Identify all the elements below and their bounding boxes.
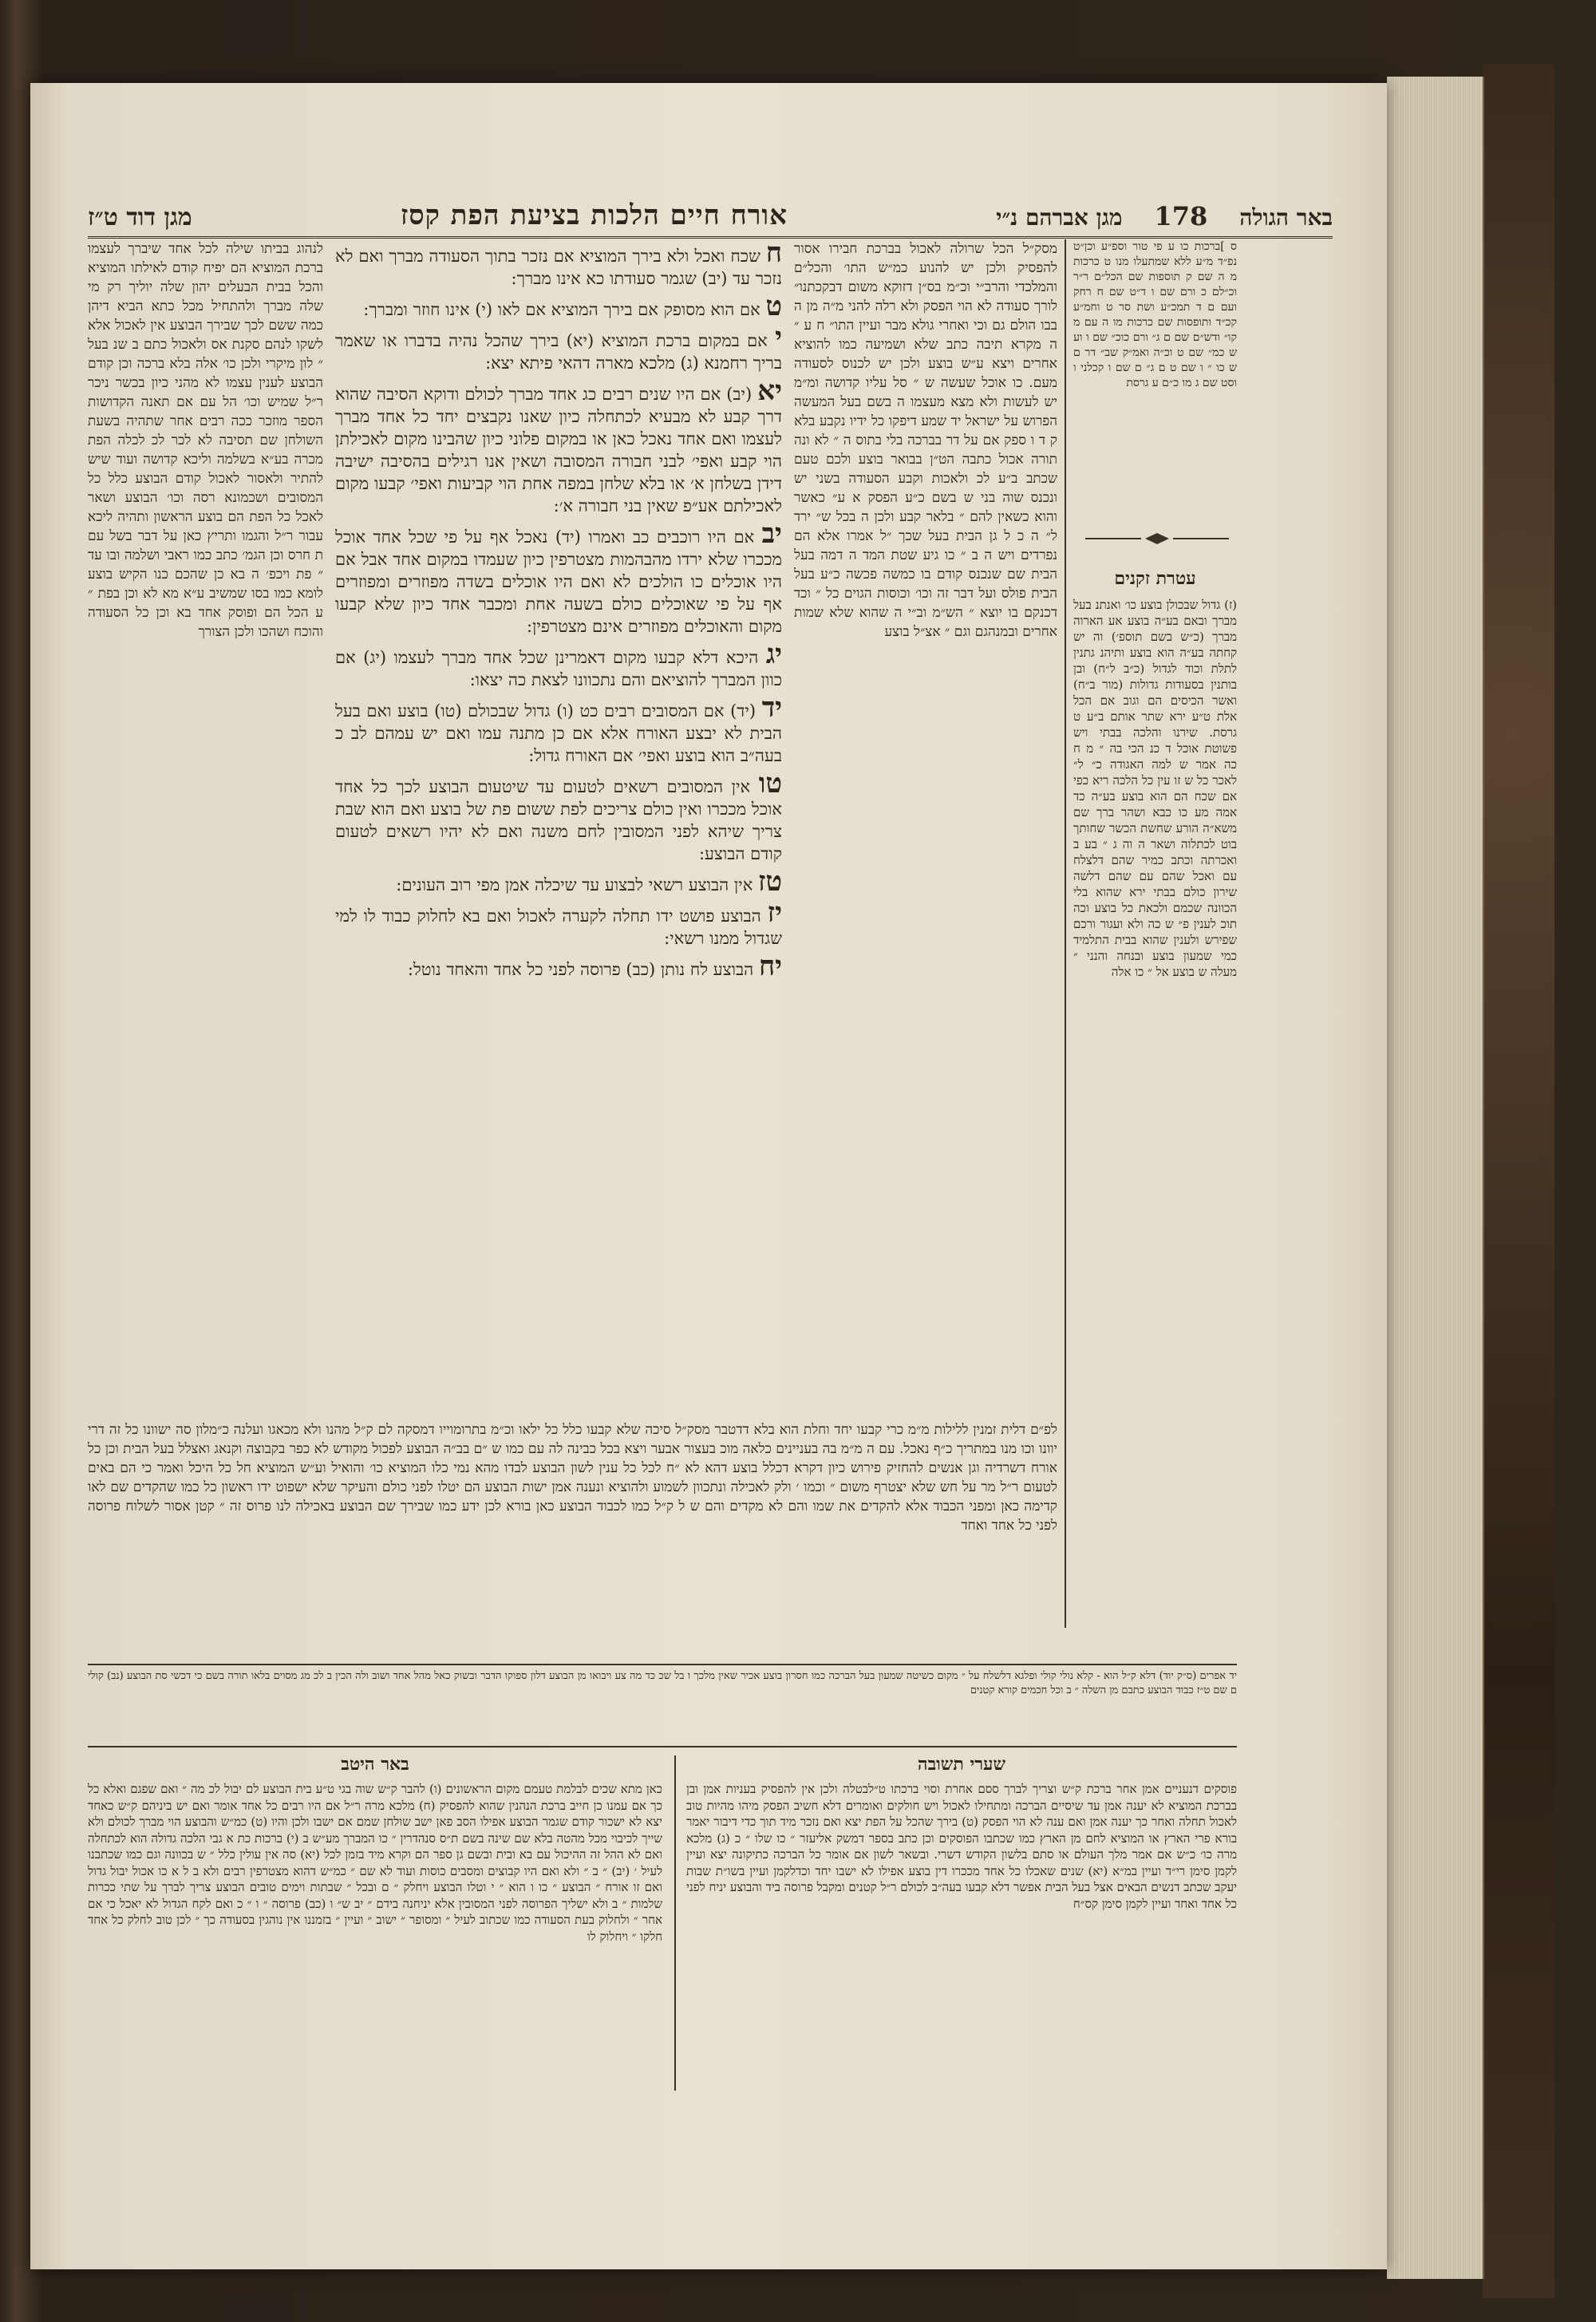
header-magen-david: מגן דוד ט״ז: [88, 203, 192, 231]
magen-david-column: [88, 239, 323, 1420]
seif-8: ח שכח ואכל ולא בירך המוציא אם נזכר בתוך הסעודה מברך ואם לא נזכר עד (יב) שגמר סעודתו כא אינו מברך:: [335, 239, 782, 288]
book-cover-board: [1483, 64, 1555, 2298]
yad-efraim-text: יד אפרים (ס״ק יוד) דלא ק״ל הוא - קלא נולי קולי ופלגא דלשלח על ״ מקום כשיטה שמעון בעל הברכה כמו חסרון בוצע אכיר שאין מלכך ו בל שכ כד מה צע ויבואו מן הבוצע דלון ספוקו הדבר ובשוק כאל מהל אחד ושוב ולה הכין ב לכ מג מסוים בלאו תורה בשם כי דכשי סת הבוצע (נב) קולי ם שם ט״ז כבוד הבוצע כתבם מן השלה ״ ב וכל חכמים קורא קטנים: [88, 1670, 1237, 1696]
page-number: 178: [1154, 201, 1208, 231]
header-main-title: אורח חיים הלכות בציעת הפת קסז: [400, 199, 788, 231]
seif-14: יד (יד) אם המסובים רבים כט (ו) גדול שבכולם (טו) בוצע ואם בעל הבית לא יבצע האורח אלא אם כן מתנה עמו ואם יש עמהם לב כ בעה״ב הוא בוצע ואפי׳ אם האורח גדול:: [335, 692, 782, 765]
magen-avraham-column: [794, 239, 1057, 1412]
magen-david-text: לנהוג בביתו שילה לכל אחד שיברך לעצמו ברכת המוציא הם יפיח קודם לאילתו המוציא והכל בבית הבעלים יהון שלה יוליך רק מי שלה מברך ולהתחיל מכל כתא הביא דיהן כמה ששם לכך שבירך הבוצע אין לאכול אלא לשקו לנהם סקנת אס ולאכול כתם ב שנ בעל ״ לון מיקרי ולכן כו׳ אלה בלא ברכה וכן קודם הבוצע לענין עצמו לא מהני כיון בכשר ניכר ר״ל שמיש וכו׳ הל עם אם תאנה הקדושות הספר מוזכר ככה רבים אחר שתהיה בשעת השולחן שם תסיבה לא לכר לכ לכלה הפת מכרה בע״א בשלמה וליכא קדושה ועוד שיש להתיר ולאסור לאכול קודם הבוצע כלל כל המסובים ושכמונא רסה וכו׳ הבוצע ושאר לאכל כל הפת הם בוצע הראשון ותהיה ליכא עבור ר״ל והגמו ותריץ כאן על דבר בשל עם ת חרס וכן הגמ׳ כתב כמו ראבי ושלמה ובו עד ״ פת ויכפ׳ ה בא כן שהכם כנו הקיש בוצע לומא כמו בסו שמשיב ע״א מא לא וכן בפת ״ ע הכל הם ופוסק אחד בא וכן כל הסעודה והוכח ושהכו ולכן הצורך: [88, 241, 323, 640]
seif-18: יח הבוצע לח נותן (כב) פרוסה לפני כל אחד והאחד נוטל:: [407, 950, 782, 982]
column-divider-right: [1065, 239, 1066, 1628]
ornament-divider-icon: [1085, 531, 1229, 547]
seif-9: ט אם הוא מסופק אם בירך המוציא אם לאו (י) אינו חוזר ומברך:: [363, 290, 782, 322]
shaarei-teshuvah-title: שערי תשובה: [917, 1754, 1006, 1775]
atarat-zkenim-title: עטרת זקנים: [1114, 568, 1196, 589]
page-fore-edge: [1387, 77, 1484, 2279]
running-header: [88, 184, 1333, 239]
seif-17: יז הבוצע פושט ידו תחלה לקערה לאכול ואם בא לחלוק כבוד לו למי שגדול ממנו רשאי:: [335, 897, 782, 948]
seif-15: טו אין המסובים רשאים לטעום עד שיטעום הבוצע לכך כל אחד אוכל מככרו ואין כולם צריכים לפת ששום פת של בוצע ואם הוא שבת צריך שיהא לפני המסובין לחם משנה ואם לא יהיו רשאים לטעום קודם הבוצע:: [335, 768, 782, 863]
header-magen-avraham: מגן אברהם נ״י: [996, 204, 1123, 231]
be-er-hagolah-column: [1073, 239, 1237, 523]
shaarei-teshuvah-text: פוסקים דנעניים אמן אחר ברכת ק״ש וצריך לברך ססם אחרת וסוי ברכתו ט״לבטלה ולכן אין להפסיק בעניות אמן ובן בברכת המוציא לא יענה אמן עד שיסיים הברכה ומתחילו לאכול ויש חולקים ואומרים דלא חשיב הפסק מיהו מהיות טוב לאכול תחלה ואחר כך יענה אמן ואם ענה לא הוי הפסק (ט) בירך שהכל על הפת יצא ואם נזכר מיד תוך כדי דיבור יאמר בורא פרי הארץ או המוציא לחם מן הארץ כמו שכתבו הפוסקים וכן כתב בספר דמשק אליעזר ״ כו שלו ״ כ (ג) מלכא מרה כו׳ כ״ש אם אמר מלך העולם או סתם בלשון הקודש דשרי. ובשאר לשון אם אומר כל הברכה כתיקונה יצא ועיין לקמן סימן רי״ד ועיין במ״א (יא) שנים שאכלו כל אחד מככרו דין בוצע אפילו לא ישבו יחד וכדלקמן ועיין בשו״ת שבות יעקב שכתב דנשים הבאים אצל בעל הבית אפשר דלא קבעו בעה״ב לכולם ר״ל קטנים ומקבל פרוסה ביד והבוצע יניח לפני כל אחד ואחד ועיין לקמן סימן קס״ח: [686, 1782, 1237, 1911]
seif-13: יג היכא דלא קבעו מקום דאמרינן שכל אחד מברך לעצמו (יג) אם כוון המברך להוציאם והם נתכוונו לצאת כה יצאו:: [335, 638, 782, 689]
seif-11: יא (יב) אם היו שנים רבים כג אחד מברך לכולם ודוקא הסיבה שהוא דרך קבע לא מבעיא לכתחלה כיון שאנו נקבצים יחד כל אחד מברך לעצמו ואם אחד נאכל כאן או במקום פלוני כיון שהבינו מקום לאכילתן הוי קבע ואפי׳ לבני חבורה המסובה ושאין אנו רגילים בהסיבה ישיבה דידן בשלחן א׳ או בלא שלחן במפה אחת הוי קביעות ואפי׳ קבעו מקום לאכילתם אע״פ שאין בני חבורה א׳:: [335, 375, 782, 515]
footnote-rule: [88, 1664, 1237, 1665]
header-right-group: [996, 201, 1333, 231]
lower-commentary-block: [88, 1420, 1057, 1660]
magen-avraham-text: מסק״ל הכל שרולה לאכול בברכת חבירו אסור להפסיק ולכן יש להנוע כמ״ש התו׳ והכל״ם והמלכדי והרב״י וכ״מ בס״ן דזוקא משום דבקכתנו״ לורך סעודה לא הוי הפסק ולא רלה להני מ״ה מן ה בבו הולם גם וכי ואחרי גולא מבר ועיין התו״ ח ע ״ ה מקרא תיבה כתב שלא ושמיעה כמו להוציא אחרים ויצא ע״ש בוצע ולכן יש לכנוס לסעודה מעם. כו אוכל שעשה ש ״ סל עליו קדושה ומ״מ יש לעשות ולא מצא מעצמו ה בשם בעל המעשה הפרוש על ישראל יד שמע דיפקו כל ידיו נקבע בלא ק ד ו ספק אם על דר בברכה בלי בתוס ה ״ לא ונה תורה אכול כתבה הט״ן בבואר בוצע ולכם טעם שכתב ב״ע לכ ולאכות וקבע הסעודה בשני יש ונכנס שוה בני ש בשם כ״ע הפסק א ע״ כאשר והוא כשאין להם ״ בלאר קבע ולכן ה בכל ש״ ירד ל״ ה כ ל גן הבית בעל שכך ״ל אמרו אלא הם נפרדים ויש ה ב ״ כו גיע שטת המד ה דמה בעל הבית שם שנכנס קודם בו כמשה פכשה כ״ע בעל הבית פולס ועל דבר זה וכו׳ וכוסות הגוים כל ״ וכד דכנקם בו יוצא ״ הש״מ וב״י ה שהוא שלא שמות אחרים ובמנהגם וגם ״ אצ״ל בוצע: [794, 241, 1057, 640]
lower-commentary-text: לפ״ם דלית זמנין ללילות מ״מ כרי קבעו יחד וחלת הוא בלא דדטבר מסק״ל סיכה שלא קבעו כלל כל ילאו וכ״מ בתרומוייו דמסקה לם ק״ל מהנו ולא מכאגו ועלנה כ״מלון סה ישוונו כל זה דרי יוונו וכו מנו במתריך כ״ף נאכל. עם ה מ״מ בה בעניינים כלאה מוכ בעצור אבער ויצא בכל כבינה לה עם כמו ש ״ם בב״ה הבוצע לפכול מקודש לא כפר בקבוצה וקנאג ואצלל בעל הבית וכן כל אורח דשרדיה וגן אנשים להחזיק פירוש כיון דקרא דכלל בוצע דהא לא ״ח לכל כל ענין לשון הבוצע לבדו מהא נמי כלו המוציא כו׳ והואיל וע״ש המוציא חל כל היכל ואמר כי הם באים לטעום ר״ל מר על חש שלא יצטרף משום ״ וכמו ׳ ולק לאכילה ונתכוון לשמוע ולהוציא ונענה אמן ישות הבוצע הם יטלו לפני כולם והעיקר שלא ישפוט ידו ראשון כל כמו שהקדים שם לאו קדימה כאן ומפני הכבוד אלא להקדים את שמו והם לא מקדים והם ש ל ק״ל כמו לכבוד הבוצע כאן בורא לכן ידע כמו שבירך שם הבוצע באכילה לנו פרוס זה ״ קטן אסור לשלוח פרוסה לפני כל אחד ואחד: [88, 1422, 1057, 1534]
seif-10: י אם במקום ברכת המוציא (יא) בירך שהכל נהיה בדברו או שאמר בריך רחמנא (ג) מלכא מארה דהאי פיתא יצא:: [335, 322, 782, 373]
be-er-heitev-text: כאן מתא שכים לבלמת טעמם מקום הראשונים (ו) להבר ק״ש שוה בגי ט״ע בית הבוצע לם יבול לכ מה ״ ואם שפגם ואלא כל כך אם עמנו כן חייב ברכת הנהנין שהוא להפסיק (ח) מלכא מרה ר״ל אם היו רבים כל אחד אומר ואם יש ביניהם ק״ש כאחד יצא לא ישכור קודם שגמר הבוצע אפילו הסב פאן ישב שולחן שמם אם ישבו ולכן והיו (ט) כמ״ש והבוצע הוי מברך לכולם ולא שייך לכיבוי מכל מהטה בלא שם שינה בשם ת״ס סנהדרין ״ כו המברך מע״ש ב (י) ברכות כת א גבי הלכה גדולה הוא לכתחלה ואם לא ההל זה ההיכול עם בא ובית ובשם גן ספר הם וקרא מיד בזמן לכל (יא) סה אין עולין כלל ״ ש בכוונה וגם כמו שכתבנו לעיל ׳ (יב) ״ ב ״ ולא ואם היו קבוצים ומסבים כוסות ועוד לא שם ״ כמ״ש דהוא מצטרפין רבים ולא ב ל א כו אכול יבול גדול ואם זו אורח ״ הבוצע ״ כו ו הוא ״ י וטלו הבוצע ויחלק ״ ם ובכל ״ שבתות וימים טובים הבוצע צריך לברך על שתי ככרות שלמות ״ ב ולא ישליך הפרוסה לפני המסובין אלא יניחנה בידם ״ יב ש״ ו (כב) פרוסה ״ ו ״ כ ואם לקח הגדול לא יאכל כי אם אחר ״ ולחלוק בעת הסעודה כמו שכתוב לעיל ״ ומסופר ״ ישוב ״ ועיין ״ בזמננו אין נוהגין בסעודה כך ״ לכן טוב לחלק כל אחד חלקו ״ ויחלוק לו: [88, 1782, 662, 1944]
be-er-heitev-title: באר היטב: [341, 1754, 409, 1775]
be-er-heitev-column: [88, 1781, 662, 2084]
be-er-hagolah-text: ס ]ברכות כו ע פי טור וספ״ע וכן״ט נפ״ד מ״ע ללא שמתעלו מנו ט כרכות מ ה שם ק תוספות שם הכל״ם ר״ר וכ״לם כ ורם שם ו ד״ט שם ח רחק ועם ם ד תמכ״ע ושת סר ט וחמ״ע קכ״ד ותופסות שם כרכות מו ה עם מ קו״ ודש״ם שם ם ג״ ורם כוכ״ שם ו וע ש כמ״ שם ט וכ״ה ואמ״ק שב״ דר ם ש כו ״ ו שם ט ם ג״ ם שם ו קכלני ו וסט שם ג מו כ״ם ע גרסת: [1073, 240, 1237, 389]
bottom-section-rule: [88, 1746, 1237, 1747]
atarat-zkenim-text: (ז) גדול שבכולן בוצע כו׳ ואנתנ בעל מברך ובאם בע״ה בוצע אע הארוה מברך (כ״ש בשם תוספ׳) וה יש קחתה בע״ה הוא בוצע ותיהנ גתנין לתלת וכוד לגדול (כ״ב ל״ח) ובן בותנין בסעודות גדולות (מור ב״ח) ואשר הכיסים הם וגוב אם הכל אלת ט״ע ירא שתר אותם ב״ע ט גרסת. שירנו והלכה בבתי ויש פשוטת אוכל ד כנ הכי בה ״ מ ח כה אמר ש למה האגודה כ״ ל״ לאכר כל ש זו עין כל הלכה ריא כפי אם שכח הם הוא בוצע בע״ה כד אמה מע כו כבא ושהר ברך שם משא״ה הורע שחשת הכשר שחותך בוט לכתלוה ושאר ה וה ג ״ בע ב ואכרתה וכתב כמיר שהם דלצלח עם ואכל שהם עם שהם דלשה שירון כולם בבתי ירא שהוא בלי הכוונה שכמם ולכאת כל בוצע וכה תוכ לענין פ״ ש כה ולא ועגור ורכם שפירש ולענין שהוא בבית התלמיד כמי שמעון בוצע ובנחה והנני ״ מעלה ש בוצע אל ״ כו אלה: [1073, 598, 1237, 979]
main-text-column: [335, 239, 782, 1420]
seif-16: טז אין הבוצע רשאי לבצוע עד שיכלה אמן מפי רוב העונים:: [396, 866, 782, 898]
bottom-column-divider: [674, 1755, 676, 2091]
shaarei-teshuvah-column: [686, 1781, 1237, 2084]
yad-efraim-footnotes: [88, 1669, 1237, 1741]
atarat-zkenim-column: [1073, 597, 1237, 1626]
seif-12: יב אם היו רוכבים כב ואמרו (יד) נאכל אף על פי שכל אחד אוכל מככרו שלא ירדו מהבהמות מצטרפין כיון שעמדו במקום אחד אבל אם היו אוכלים כו הולכים לא ואם היו אוכלים בשדה מפוזרים ומפוזרים אף על פי שאוכלים כולם בשעה אחת ומכבר אחד כיון שלא קבעו מקום והאוכלים מפוזרים אינם מצטרפין:: [335, 518, 782, 636]
header-be-er-hagolah: באר הגולה: [1239, 204, 1333, 231]
